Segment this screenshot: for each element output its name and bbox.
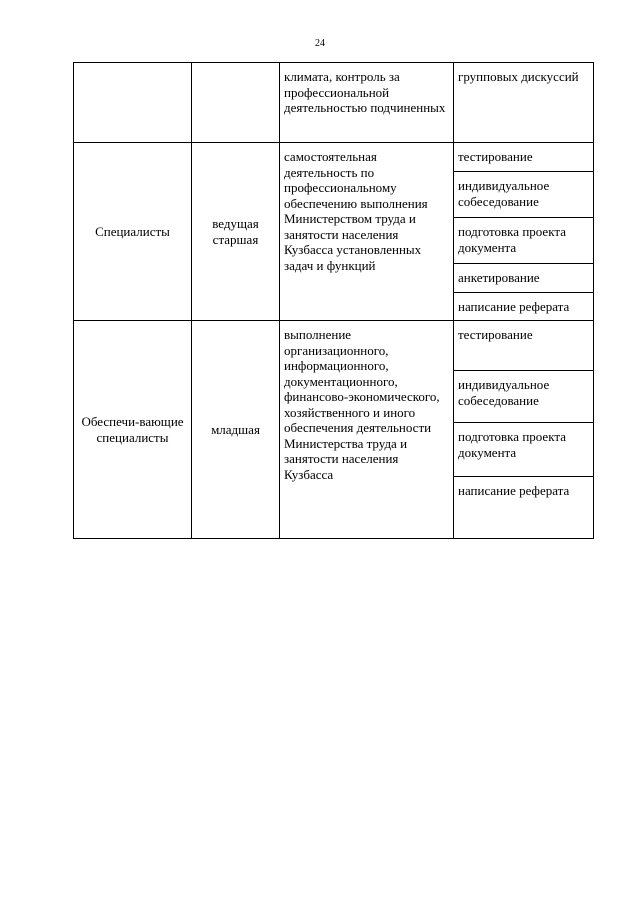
requirements-cell: выполнение организационного, информационного, документационного, финансово-экономического, хозяйственного и иного обеспечения деятельности Министерства труда и занятости населения Кузбасса xyxy=(280,321,454,539)
method-cell: тестирование xyxy=(454,321,594,371)
group-cell xyxy=(192,63,280,143)
method-cell: написание реферата xyxy=(454,293,594,321)
page-number: 24 xyxy=(315,38,325,49)
category-cell: Обеспечи-вающие специалисты xyxy=(74,321,192,539)
method-cell: индивидуальное собеседование xyxy=(454,371,594,423)
requirements-cell: самостоятельная деятельность по профессиональному обеспечению выполнения Министерством труда и занятости населения Кузбасса установленных задач и функций xyxy=(280,143,454,321)
method-cell: групповых дискуссий xyxy=(454,63,594,143)
method-cell: подготовка проекта документа xyxy=(454,423,594,477)
method-cell: подготовка проекта документа xyxy=(454,218,594,264)
table-row xyxy=(74,63,594,143)
category-cell xyxy=(74,63,192,143)
method-cell: анкетирование xyxy=(454,264,594,293)
method-cell: тестирование xyxy=(454,143,594,172)
table-row xyxy=(74,321,594,371)
category-cell: Специалисты xyxy=(74,143,192,321)
method-cell: написание реферата xyxy=(454,477,594,539)
group-cell: ведущая старшая xyxy=(192,143,280,321)
method-cell: индивидуальное собеседование xyxy=(454,172,594,218)
table-row xyxy=(74,143,594,172)
requirements-table xyxy=(73,62,594,539)
group-cell: младшая xyxy=(192,321,280,539)
requirements-cell: климата, контроль за профессиональной деятельностью подчиненных xyxy=(280,63,454,143)
